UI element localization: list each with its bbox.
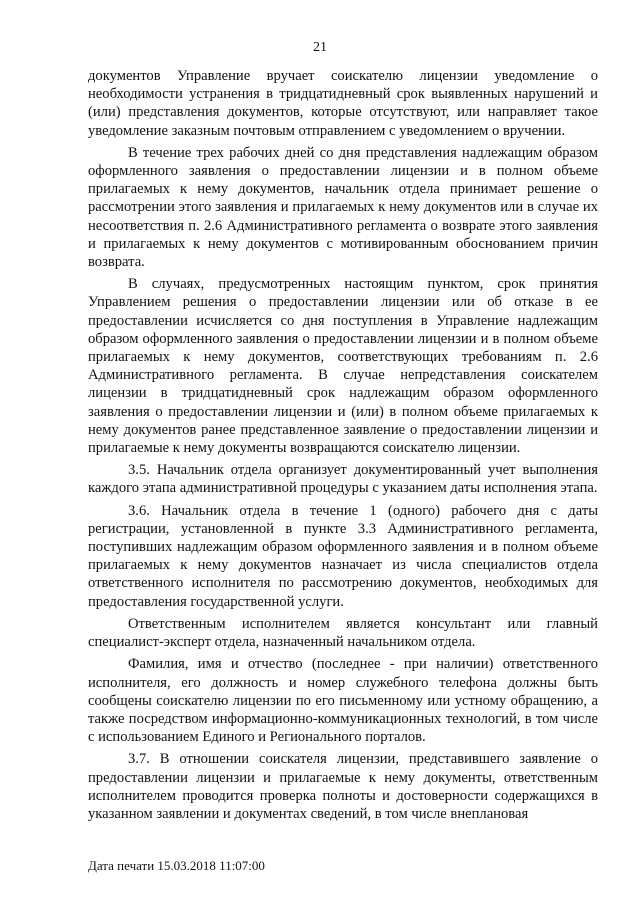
paragraph-executor-contacts: Фамилия, имя и отчество (последнее - при наличии) ответственного исполнителя, его должность и номер служебного телефона должны быть сообщены соискателю лицензии по его письменному или устному обращению, а также посредством информационно-коммуникационных технологий, в том числе с использованием Единого и Регионального порталов. [88, 656, 598, 746]
page-number: 21 [313, 40, 327, 55]
paragraph-3-5: 3.5. Начальник отдела организует документированный учет выполнения каждого этапа административной процедуры с указанием даты исполнения этапа. [88, 462, 598, 497]
paragraph-continuation: документов Управление вручает соискателю лицензии уведомление о необходимости устранения в тридцатидневный срок выявленных нарушений и (или) представления документов, которые отсутствуют, или направляет такое уведомление заказным почтовым отправлением с уведомлением о вручении. [88, 68, 598, 139]
paragraph-3-7: 3.7. В отношении соискателя лицензии, представившего заявление о предоставлении лицензии и прилагаемые к нему документы, ответственным исполнителем проводится проверка полноты и достоверности содержащихся в указанном заявлении и документах сведений, в том числе внеплановая [88, 751, 598, 822]
paragraph-3-6: 3.6. Начальник отдела в течение 1 (одного) рабочего дня с даты регистрации, установленной в пункте 3.3 Административного регламента, поступивших надлежащим образом оформленного заявления и в полном объеме прилагаемых к нему документов назначает из числа специалистов отдела ответственного исполнителя по рассмотрению документов, необходимых для предоставления государственной услуги. [88, 502, 598, 610]
paragraph-decision-term: В случаях, предусмотренных настоящим пунктом, срок принятия Управлением решения о предоставлении лицензии или об отказе в ее предоставлении исчисляется со дня поступления в Управление надлежащим образом оформленного заявления о предоставлении лицензии и в полном объеме прилагаемых к нему документов, соответствующих требованиям п. 2.6 Административного регламента. В случае непредставления соискателем лицензии в тридцатидневный срок надлежащим образом оформленного заявления о предоставлении лицензии и (или) в полном объеме прилагаемых к нему документов ранее представленное заявление о предоставлении лицензии и прилагаемые к нему документы возвращаются соискателю лицензии. [88, 276, 598, 457]
print-date-footer: Дата печати 15.03.2018 11:07:00 [88, 858, 265, 873]
paragraph-responsible-executor: Ответственным исполнителем является консультант или главный специалист-эксперт отдела, назначенный начальником отдела. [88, 615, 598, 651]
paragraph-review-decision: В течение трех рабочих дней со дня представления надлежащим образом оформленного заявления о предоставлении лицензии и в полном объеме прилагаемых к нему документов, начальник отдела принимает решение о рассмотрении этого заявления и прилагаемых к нему документов или в случае их несоответствия п. 2.6 Административного регламента о возврате этого заявления и прилагаемых к нему документов с мотивированным обоснованием причин возврата. [88, 144, 598, 271]
document-body [88, 67, 598, 827]
